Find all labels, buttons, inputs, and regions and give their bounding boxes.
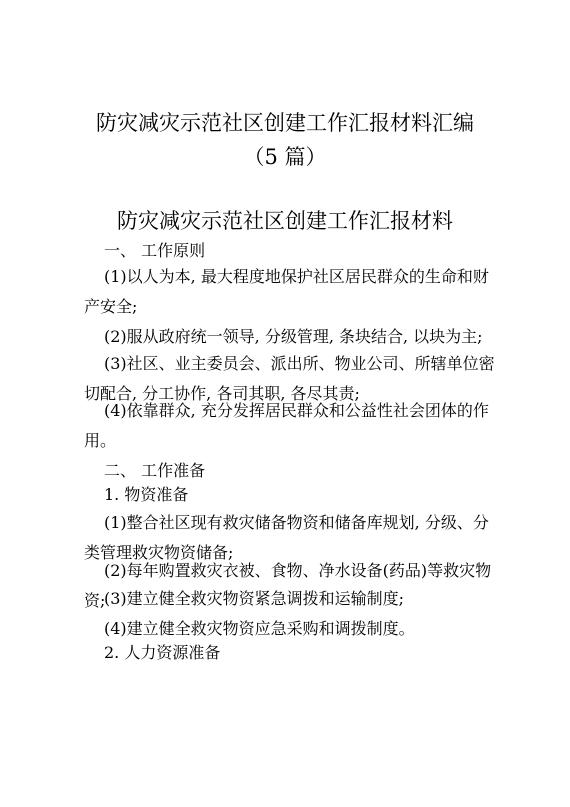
section1-item-3: (3)社区、业主委员会、派出所、物业公司、所辖单位密切配合, 分工协作, 各司其职, 各尽其责;: [84, 354, 495, 403]
section1-item-4: (4)依靠群众, 充分发挥居民群众和公益性社会团体的作用。: [84, 401, 489, 450]
section1-item-1: (1)以人为本, 最大程度地保护社区居民群众的生命和财产安全;: [84, 267, 489, 316]
subtitle: （5 篇）: [243, 145, 327, 169]
main-title: 防灾减灾示范社区创建工作汇报材料汇编: [96, 111, 474, 135]
section2-sub1: 1. 物资准备: [104, 485, 189, 504]
section2-item-2: (2)每年购置救灾衣被、食物、净水设备(药品)等救灾物资;: [84, 561, 492, 610]
section2-sub2: 2. 人力资源准备: [104, 643, 221, 662]
article-title: 防灾减灾示范社区创建工作汇报材料: [117, 209, 453, 233]
section2-item-4: (4)建立健全救灾物资应急采购和调拨制度。: [104, 619, 415, 638]
section2-heading: 二、 工作准备: [104, 461, 206, 480]
section1-item-2: (2)服从政府统一领导, 分级管理, 条块结合, 以块为主;: [104, 327, 483, 346]
section1-heading: 一、 工作原则: [104, 241, 206, 260]
section2-item-1: (1)整合社区现有救灾储备物资和储备库规划, 分级、分类管理救灾物资储备;: [84, 513, 489, 562]
section2-item-3: (3)建立健全救灾物资紧急调拨和运输制度;: [104, 589, 405, 608]
